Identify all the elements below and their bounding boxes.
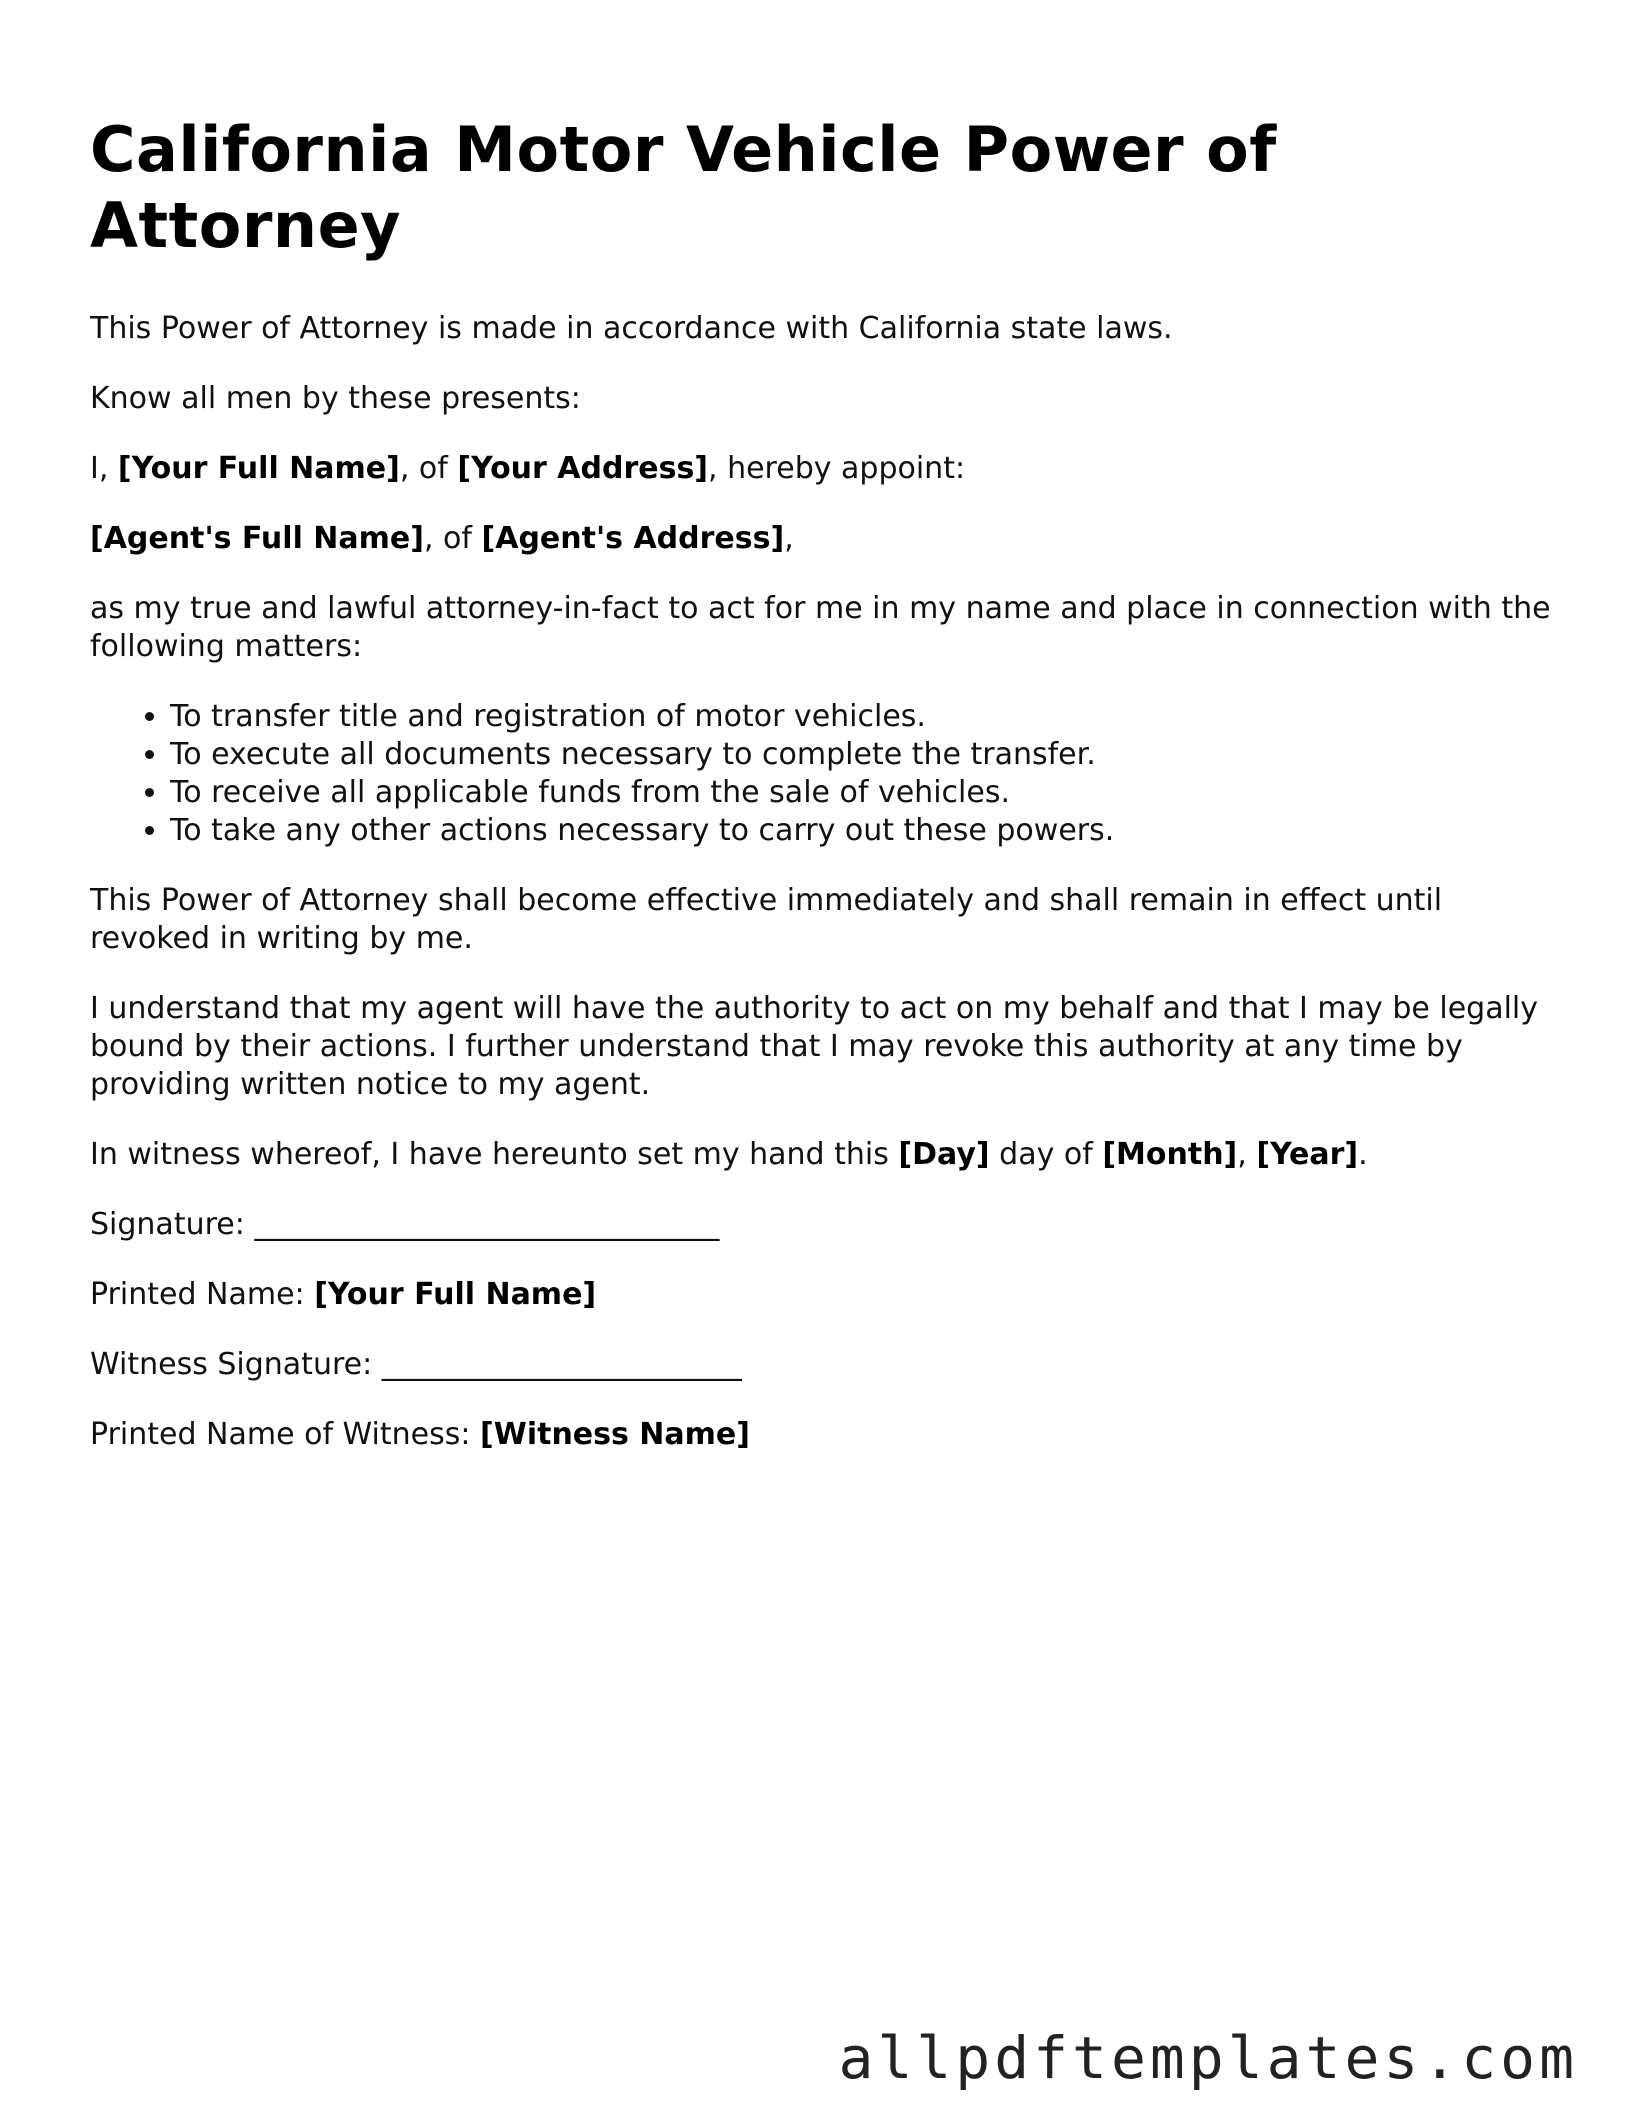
document-page: [90, 112, 1560, 1486]
witness-mid1: day of: [989, 1137, 1103, 1172]
list-item: • To receive all applicable funds from the sale of vehicles.: [170, 774, 1560, 812]
principal-mid: , of: [399, 451, 458, 486]
principal-address-placeholder: [Your Address]: [457, 451, 709, 486]
powers-list: [90, 698, 1560, 850]
year-placeholder: [Year]: [1256, 1137, 1359, 1172]
list-item: • To transfer title and registration of motor vehicles.: [170, 698, 1560, 736]
agent-name-placeholder: [Agent's Full Name]: [90, 521, 424, 556]
witness-whereof-paragraph: [90, 1136, 1560, 1174]
signature-line: Signature: _______________________________: [90, 1207, 720, 1242]
printed-name-label: Printed Name:: [90, 1277, 315, 1312]
principal-pre: I,: [90, 451, 118, 486]
list-item: • To take any other actions necessary to carry out these powers.: [170, 812, 1560, 850]
witness-post: .: [1358, 1137, 1368, 1172]
effective-paragraph: This Power of Attorney shall become effective immediately and shall remain in effect until revoked in writing by me.: [90, 883, 1443, 956]
agent-address-placeholder: [Agent's Address]: [481, 521, 785, 556]
witness-mid2: ,: [1237, 1137, 1257, 1172]
printed-name-placeholder: [Your Full Name]: [314, 1277, 597, 1312]
understand-paragraph: I understand that my agent will have the authority to act on my behalf and that I may be legally bound by their actions. I further understand that I may revoke this authority at any time by providing written notice to my agent.: [90, 991, 1538, 1102]
day-placeholder: [Day]: [898, 1137, 990, 1172]
intro-paragraph: This Power of Attorney is made in accordance with California state laws.: [90, 311, 1173, 346]
principal-post: , hereby appoint:: [708, 451, 966, 486]
list-item: • To execute all documents necessary to complete the transfer.: [170, 736, 1560, 774]
month-placeholder: [Month]: [1102, 1137, 1238, 1172]
principal-paragraph: [90, 450, 1560, 488]
watermark: allpdftemplates.com: [838, 2024, 1578, 2092]
witness-name-placeholder: [Witness Name]: [480, 1417, 750, 1452]
document-title: California Motor Vehicle Power of Attorney: [90, 113, 1277, 262]
agent-mid: , of: [423, 521, 482, 556]
printed-name-line: [90, 1276, 1560, 1314]
know-all-paragraph: Know all men by these presents:: [90, 381, 581, 416]
principal-name-placeholder: [Your Full Name]: [117, 451, 400, 486]
agent-post: ,: [784, 521, 794, 556]
witness-printed-name-line: [90, 1416, 1560, 1454]
witness-pre: In witness whereof, I have hereunto set my hand this: [90, 1137, 899, 1172]
witness-printed-label: Printed Name of Witness:: [90, 1417, 481, 1452]
agent-paragraph: [90, 520, 1560, 558]
attorney-in-fact-paragraph: as my true and lawful attorney-in-fact to act for me in my name and place in connection with the following matters:: [90, 591, 1551, 664]
witness-signature-line: Witness Signature: ________________________: [90, 1347, 742, 1382]
